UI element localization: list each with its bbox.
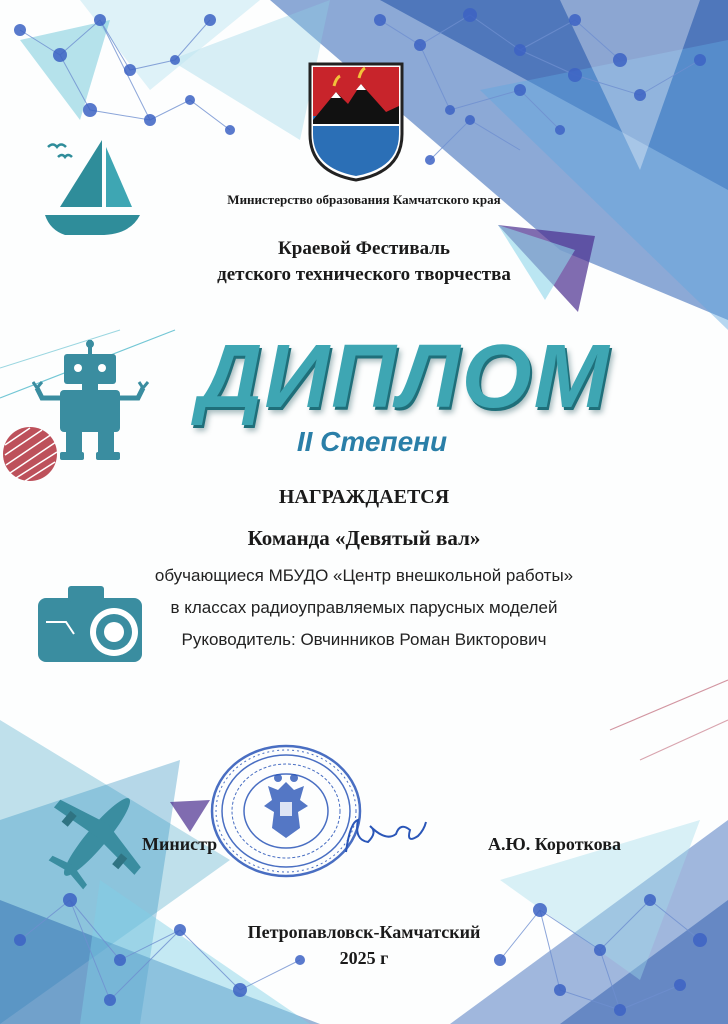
details-line-3: Руководитель: Овчинников Роман Викторович: [181, 630, 547, 649]
diploma-title: ДИПЛОМ: [197, 327, 611, 427]
awarded-label: НАГРАЖДАЕТСЯ: [278, 486, 450, 508]
city-name: Петропавловск-Камчатский: [247, 922, 481, 942]
sailboat-icon: [40, 135, 150, 245]
year: 2025 г: [339, 948, 389, 968]
airplane-icon: [40, 782, 155, 892]
kamchatka-coat-of-arms: [306, 60, 406, 184]
festival-title-line1: Краевой Фестиваль: [278, 238, 450, 259]
signatory-position: Министр: [142, 834, 218, 854]
details-line-2: в классах радиоуправляемых парусных моделей: [170, 598, 558, 617]
signature: [340, 812, 430, 862]
team-name: Команда «Девятый вал»: [247, 526, 481, 550]
degree-label: II Степени: [296, 426, 448, 457]
camera-icon: [36, 582, 146, 664]
ministry-name: Министерство образования Камчатского края: [227, 192, 501, 207]
details-line-1: обучающиеся МБУДО «Центр внешкольной работы»: [154, 566, 574, 585]
festival-title-line2: детского технического творчества: [217, 264, 511, 285]
signatory-name: А.Ю. Короткова: [488, 834, 621, 854]
